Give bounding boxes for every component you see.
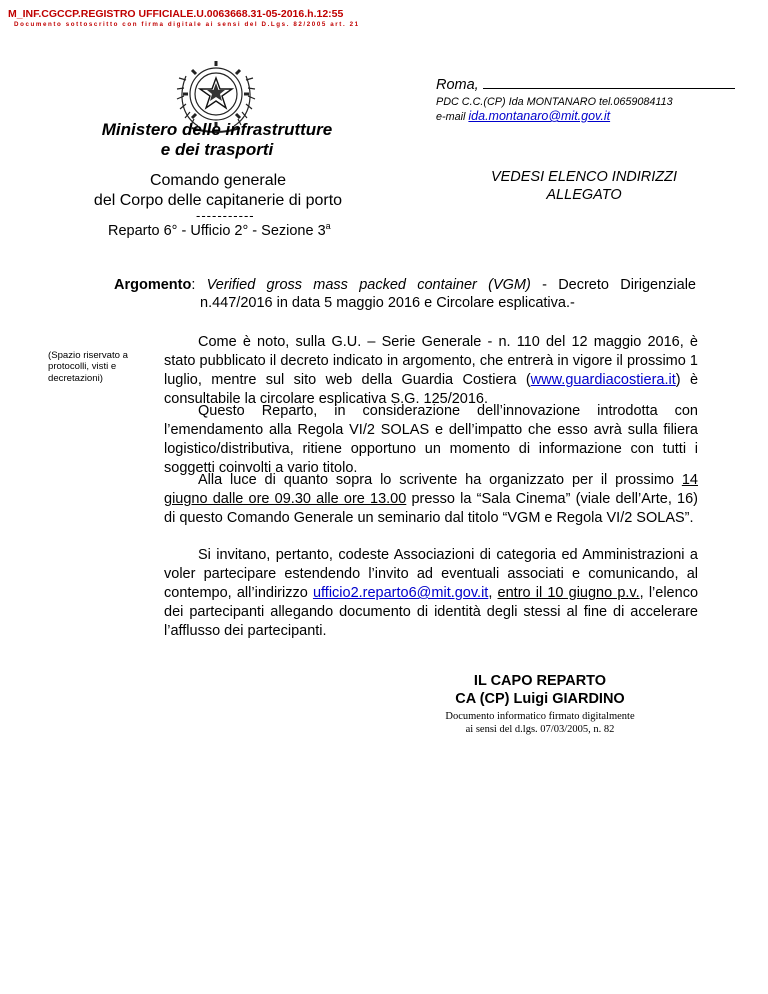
signature-note-line2: ai sensi del d.lgs. 07/03/2005, n. 82: [465, 724, 615, 735]
contact-person: PDC C.C.(CP) Ida MONTANARO tel.0659084113: [436, 96, 673, 108]
p3-date-underlined: 14 giugno dalle ore 09.30 alle ore 13.00: [164, 472, 698, 507]
p3-text-a: Alla luce di quanto sopra lo scrivente ha organizzato per il prossimo: [198, 472, 682, 488]
p4-sep: ,: [488, 585, 498, 601]
department-sup: a: [325, 221, 331, 231]
department-line: [108, 221, 331, 239]
digital-signature-stamp: Documento sottoscritto con firma digitale ai sensi del D.Lgs. 82/2005 art. 21: [14, 21, 360, 28]
paragraph-2: [164, 402, 698, 478]
ministry-line2: e dei trasporti: [160, 140, 274, 159]
separator-dashes: -----------: [196, 208, 255, 223]
p3-text-b: presso la “Sala Cinema” (viale dell’Arte, 16) di questo Comando Generale un seminario dal titolo “VGM e Regola VI/2 SOLAS”.: [164, 491, 699, 526]
subject-colon: :: [191, 277, 207, 293]
recipients-line2: ALLEGATO: [546, 187, 622, 203]
subject-line1: [114, 276, 696, 294]
ministry-line1: Ministero delle infrastrutture: [101, 120, 333, 139]
paragraph-4: [164, 546, 698, 641]
margin-note: (Spazio riservato a protocolli, visti e decretazioni): [48, 350, 128, 384]
roma-label: Roma,: [436, 77, 479, 93]
p1-text-b: ) è consultabile la circolare esplicativa S.G. 125/2016.: [164, 372, 699, 407]
email-label: e-mail: [436, 111, 469, 123]
subject-title: Verified gross mass packed container (VGM): [206, 277, 531, 293]
paragraph-1: [164, 333, 698, 409]
ministry-name: [92, 120, 342, 160]
p2-text: Questo Reparto, in considerazione dell’innovazione introdotta con l’emendamento alla Regola VI/2 SOLAS e dell’impatto che esso avrà sulla filiera logistico/distributiva, ritiene opportuno un momento di informazione con tutti i soggetti coinvolti a vario titolo.: [164, 403, 698, 476]
p4-text-a: Si invitano, pertanto, codeste Associazioni di categoria ed Amministrazioni a voler partecipare estendendo l’invito ad eventuali associati e comunicando, al contempo, all’indirizzo: [164, 547, 698, 601]
date-place: [436, 76, 735, 93]
recipients-line1: VEDESI ELENCO INDIRIZZI: [490, 169, 678, 185]
recipients-note: [470, 168, 698, 204]
department-text: Reparto 6° - Ufficio 2° - Sezione 3: [108, 222, 326, 239]
p1-text-a: Come è noto, sulla G.U. – Serie Generale - n. 110 del 12 maggio 2016, è stato pubblicato il decreto indicato in argomento, che entrerà in vigore il prossimo 1 luglio, mentre sul sito web della Guardia Costiera (: [164, 334, 698, 388]
ufficio2-email-link[interactable]: ufficio2.reparto6@mit.gov.it: [312, 585, 489, 601]
subject-label: Argomento: [114, 277, 192, 293]
subject-line2: n.447/2016 in data 5 maggio 2016 e Circolare esplicativa.-: [200, 295, 575, 311]
signature-title: IL CAPO REPARTO: [473, 673, 607, 689]
guardiacostiera-link[interactable]: www.guardiacostiera.it: [530, 372, 676, 388]
command-name: [84, 171, 352, 211]
command-line2: del Corpo delle capitanerie di porto: [93, 192, 343, 209]
signature-note-line1: Documento informatico firmato digitalmente: [445, 711, 635, 722]
subject-title-rest: - Decreto Dirigenziale: [530, 277, 696, 293]
signature-block: [420, 672, 660, 736]
paragraph-3: [164, 471, 698, 528]
signature-name: CA (CP) Luigi GIARDINO: [455, 691, 625, 707]
p4-text-b: , l’elenco dei partecipanti allegando documento di identità degli stessi al fine di accelerare l’afflusso dei partecipanti.: [164, 585, 699, 639]
date-blank-line: [483, 76, 735, 89]
p4-deadline-underlined: entro il 10 giugno p.v.: [497, 585, 640, 601]
contact-email-line: [436, 109, 610, 123]
subject-block: [114, 276, 696, 312]
command-line1: Comando generale: [149, 172, 287, 189]
contact-email-link[interactable]: ida.montanaro@mit.gov.it: [468, 109, 611, 123]
protocol-stamp: M_INF.CGCCP.REGISTRO UFFICIALE.U.0063668.31-05-2016.h.12:55: [8, 8, 344, 20]
